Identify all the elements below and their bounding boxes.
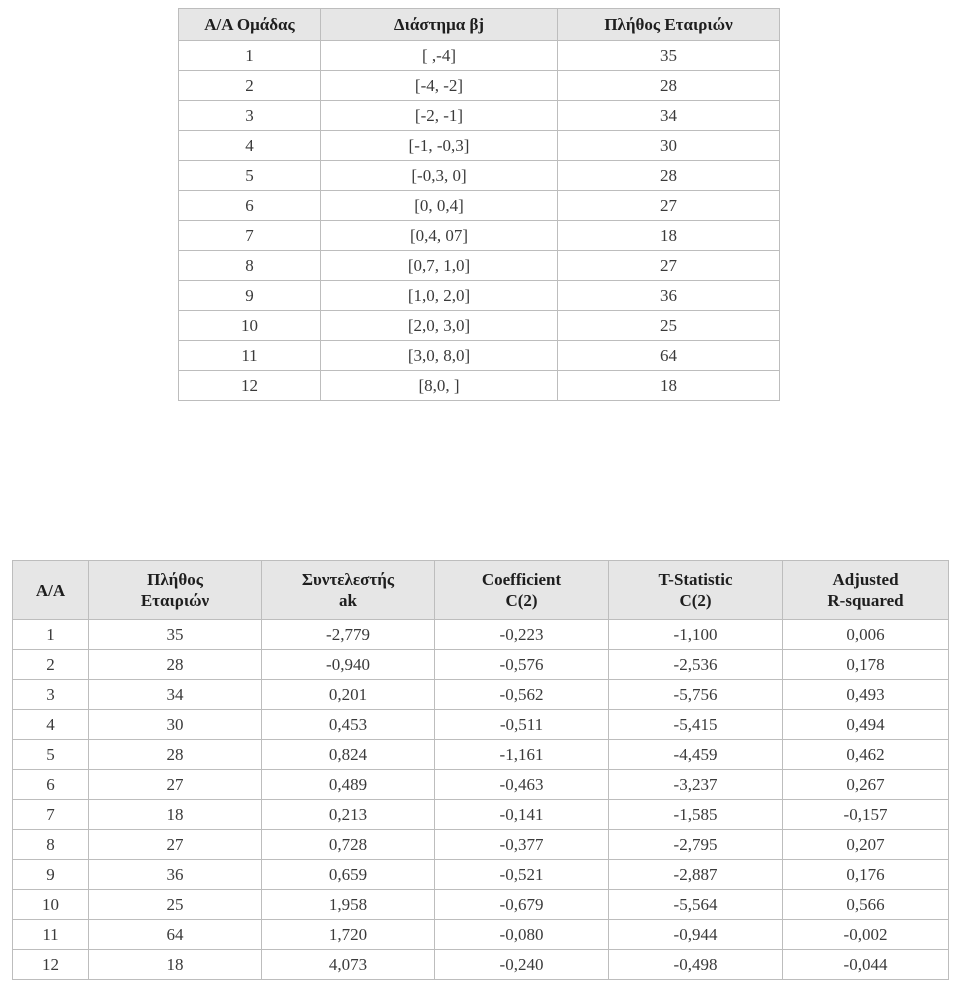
table-cell: -0,940 bbox=[262, 650, 435, 680]
table-cell: [0, 0,4] bbox=[321, 191, 558, 221]
table-cell: 10 bbox=[13, 890, 89, 920]
table-row bbox=[13, 950, 949, 980]
table-cell: 34 bbox=[89, 680, 262, 710]
table-cell: 9 bbox=[179, 281, 321, 311]
table-cell: -2,795 bbox=[609, 830, 783, 860]
table-cell: 6 bbox=[179, 191, 321, 221]
table-cell: 8 bbox=[179, 251, 321, 281]
table-row bbox=[179, 311, 780, 341]
table-cell: -0,080 bbox=[435, 920, 609, 950]
table-cell: 35 bbox=[558, 41, 780, 71]
table-row bbox=[179, 71, 780, 101]
table-cell: 1,720 bbox=[262, 920, 435, 950]
table-row bbox=[13, 920, 949, 950]
table-row bbox=[13, 710, 949, 740]
groups-table bbox=[178, 8, 780, 401]
table-cell: 0,213 bbox=[262, 800, 435, 830]
table-cell: 3 bbox=[179, 101, 321, 131]
table-cell: -2,536 bbox=[609, 650, 783, 680]
company-count-header: Πλήθος Εταιριών bbox=[558, 9, 780, 41]
table-cell: 64 bbox=[89, 920, 262, 950]
table-cell: 11 bbox=[179, 341, 321, 371]
table-cell: [2,0, 3,0] bbox=[321, 311, 558, 341]
table-cell: -0,141 bbox=[435, 800, 609, 830]
table-cell: 0,728 bbox=[262, 830, 435, 860]
table-cell: -3,237 bbox=[609, 770, 783, 800]
table-cell: 0,489 bbox=[262, 770, 435, 800]
table-cell: 64 bbox=[558, 341, 780, 371]
table-cell: 9 bbox=[13, 860, 89, 890]
table-cell: 34 bbox=[558, 101, 780, 131]
table-row bbox=[13, 680, 949, 710]
table-cell: 0,493 bbox=[783, 680, 949, 710]
table-cell: 1,958 bbox=[262, 890, 435, 920]
table-cell: 8 bbox=[13, 830, 89, 860]
table-cell: 0,462 bbox=[783, 740, 949, 770]
table-cell: 11 bbox=[13, 920, 89, 950]
table-cell: -0,562 bbox=[435, 680, 609, 710]
table-cell: 36 bbox=[89, 860, 262, 890]
table-cell: -0,463 bbox=[435, 770, 609, 800]
row-number-header: Α/Α bbox=[13, 561, 89, 620]
table-cell: -5,415 bbox=[609, 710, 783, 740]
table-cell: 10 bbox=[179, 311, 321, 341]
table-cell: 30 bbox=[558, 131, 780, 161]
table-cell: 0,566 bbox=[783, 890, 949, 920]
table-cell: 27 bbox=[558, 251, 780, 281]
adjusted-r-squared-header: Adjusted R-squared bbox=[783, 561, 949, 620]
table-cell: 28 bbox=[89, 650, 262, 680]
table-cell: 0,494 bbox=[783, 710, 949, 740]
table-row bbox=[13, 890, 949, 920]
groups-table-header-row bbox=[179, 9, 780, 41]
table-cell: 12 bbox=[179, 371, 321, 401]
table-cell: [-1, -0,3] bbox=[321, 131, 558, 161]
table-cell: 28 bbox=[558, 161, 780, 191]
t-statistic-header: T-Statistic C(2) bbox=[609, 561, 783, 620]
table-cell: 6 bbox=[13, 770, 89, 800]
table-row bbox=[179, 221, 780, 251]
table-cell: 28 bbox=[89, 740, 262, 770]
table-cell: 27 bbox=[558, 191, 780, 221]
regression-table-header-row bbox=[13, 561, 949, 620]
table-cell: [1,0, 2,0] bbox=[321, 281, 558, 311]
table-cell: 0,176 bbox=[783, 860, 949, 890]
table-cell: 5 bbox=[13, 740, 89, 770]
table-cell: 0,824 bbox=[262, 740, 435, 770]
table-cell: 18 bbox=[89, 950, 262, 980]
table-cell: -4,459 bbox=[609, 740, 783, 770]
coefficient-ak-header: Συντελεστής ak bbox=[262, 561, 435, 620]
table-row bbox=[179, 161, 780, 191]
table-cell: -0,679 bbox=[435, 890, 609, 920]
table-cell: -0,157 bbox=[783, 800, 949, 830]
table-cell: 7 bbox=[179, 221, 321, 251]
table-cell: 25 bbox=[558, 311, 780, 341]
table-cell: 18 bbox=[89, 800, 262, 830]
table-cell: -2,779 bbox=[262, 620, 435, 650]
table-cell: -0,576 bbox=[435, 650, 609, 680]
interval-header: Διάστημα βj bbox=[321, 9, 558, 41]
table-cell: 18 bbox=[558, 371, 780, 401]
table-cell: [-4, -2] bbox=[321, 71, 558, 101]
table-row bbox=[179, 131, 780, 161]
table-cell: 0,659 bbox=[262, 860, 435, 890]
table-cell: -2,887 bbox=[609, 860, 783, 890]
table-row bbox=[179, 341, 780, 371]
table-cell: 5 bbox=[179, 161, 321, 191]
table-row bbox=[13, 650, 949, 680]
table-row bbox=[179, 251, 780, 281]
table-cell: 18 bbox=[558, 221, 780, 251]
table-cell: 2 bbox=[13, 650, 89, 680]
table-cell: 0,207 bbox=[783, 830, 949, 860]
table-cell: 7 bbox=[13, 800, 89, 830]
table-cell: -1,100 bbox=[609, 620, 783, 650]
table-cell: -0,377 bbox=[435, 830, 609, 860]
table-cell: 25 bbox=[89, 890, 262, 920]
table-cell: 4 bbox=[13, 710, 89, 740]
table-cell: -0,002 bbox=[783, 920, 949, 950]
table-row bbox=[13, 620, 949, 650]
table-row bbox=[179, 281, 780, 311]
table-cell: -0,498 bbox=[609, 950, 783, 980]
table-cell: 0,178 bbox=[783, 650, 949, 680]
group-number-header: Α/Α Ομάδας bbox=[179, 9, 321, 41]
table-row bbox=[179, 41, 780, 71]
table-cell: 30 bbox=[89, 710, 262, 740]
company-count-header: Πλήθος Εταιριών bbox=[89, 561, 262, 620]
table-row bbox=[13, 770, 949, 800]
table-row bbox=[13, 800, 949, 830]
table-cell: 4 bbox=[179, 131, 321, 161]
table-cell: 1 bbox=[13, 620, 89, 650]
table-cell: [0,4, 07] bbox=[321, 221, 558, 251]
table-cell: 4,073 bbox=[262, 950, 435, 980]
table-row bbox=[179, 101, 780, 131]
table-cell: [ ,-4] bbox=[321, 41, 558, 71]
table-cell: 2 bbox=[179, 71, 321, 101]
table-cell: -0,223 bbox=[435, 620, 609, 650]
table-cell: 27 bbox=[89, 830, 262, 860]
table-cell: -0,240 bbox=[435, 950, 609, 980]
table-cell: 27 bbox=[89, 770, 262, 800]
table-cell: 0,267 bbox=[783, 770, 949, 800]
coefficient-c2-header: Coefficient C(2) bbox=[435, 561, 609, 620]
table-row bbox=[13, 740, 949, 770]
table-cell: [-0,3, 0] bbox=[321, 161, 558, 191]
table-cell: [0,7, 1,0] bbox=[321, 251, 558, 281]
table-cell: 28 bbox=[558, 71, 780, 101]
table-cell: -0,944 bbox=[609, 920, 783, 950]
table-cell: 3 bbox=[13, 680, 89, 710]
table-row bbox=[13, 830, 949, 860]
table-cell: -0,521 bbox=[435, 860, 609, 890]
table-cell: 0,453 bbox=[262, 710, 435, 740]
table-row bbox=[179, 371, 780, 401]
table-cell: -1,161 bbox=[435, 740, 609, 770]
table-cell: 35 bbox=[89, 620, 262, 650]
table-cell: -5,756 bbox=[609, 680, 783, 710]
table-cell: [-2, -1] bbox=[321, 101, 558, 131]
table-cell: [3,0, 8,0] bbox=[321, 341, 558, 371]
table-cell: -1,585 bbox=[609, 800, 783, 830]
table-cell: [8,0, ] bbox=[321, 371, 558, 401]
table-row bbox=[179, 191, 780, 221]
table-cell: 0,201 bbox=[262, 680, 435, 710]
table-cell: 0,006 bbox=[783, 620, 949, 650]
table-cell: 12 bbox=[13, 950, 89, 980]
table-row bbox=[13, 860, 949, 890]
table-cell: 1 bbox=[179, 41, 321, 71]
table-cell: -0,044 bbox=[783, 950, 949, 980]
table-cell: 36 bbox=[558, 281, 780, 311]
regression-table bbox=[12, 560, 949, 980]
table-cell: -5,564 bbox=[609, 890, 783, 920]
table-cell: -0,511 bbox=[435, 710, 609, 740]
